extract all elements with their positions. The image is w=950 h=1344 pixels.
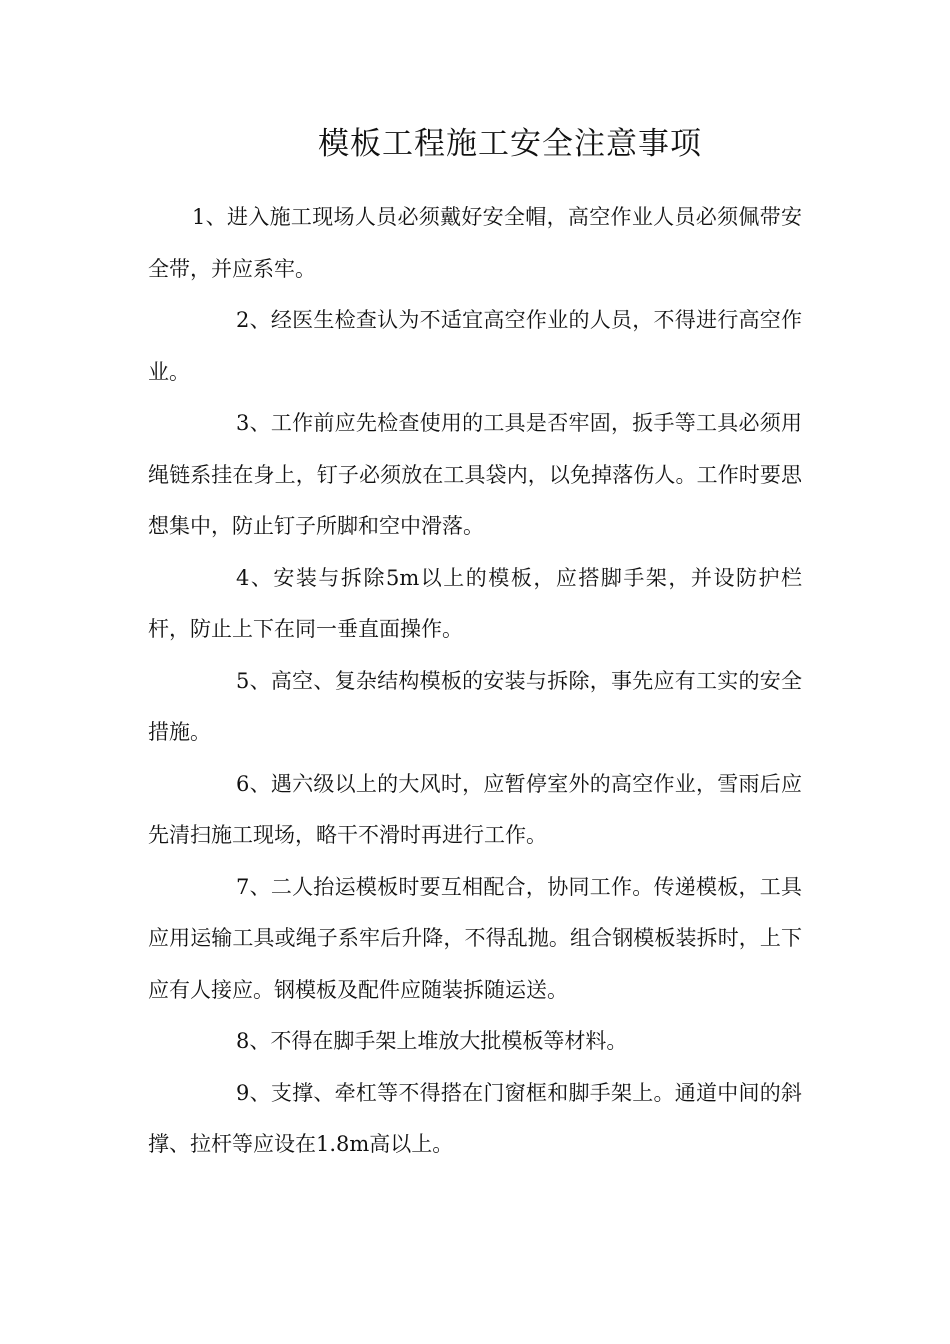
- paragraph-1: 1、进入施工现场人员必须戴好安全帽，高空作业人员必须佩带安全带，并应系牢。: [148, 205, 802, 281]
- paragraph-6: 6、遇六级以上的大风时，应暂停室外的高空作业，雪雨后应先清扫施工现场，略干不滑时再进行工作。: [148, 771, 802, 847]
- document-body: [148, 192, 802, 1171]
- document-title: 模板工程施工安全注意事项: [318, 126, 702, 162]
- paragraph-4: 4、安装与拆除5m以上的模板，应搭脚手架，并设防护栏杆，防止上下在同一垂直面操作。: [148, 565, 802, 641]
- paragraph-9: 9、支撑、牵杠等不得搭在门窗框和脚手架上。通道中间的斜撑、拉杆等应设在1.8m高以上。: [148, 1080, 802, 1156]
- paragraph-8: 8、不得在脚手架上堆放大批模板等材料。: [236, 1029, 628, 1053]
- paragraph-3: 3、工作前应先检查使用的工具是否牢固，扳手等工具必须用绳链系挂在身上，钉子必须放在工具袋内，以免掉落伤人。工作时要思想集中，防止钉子所脚和空中滑落。: [148, 411, 802, 538]
- paragraph-2: 2、经医生检查认为不适宜高空作业的人员，不得进行高空作业。: [148, 308, 802, 384]
- paragraph-5: 5、高空、复杂结构模板的安装与拆除，事先应有工实的安全措施。: [148, 668, 802, 744]
- paragraph-7: 7、二人抬运模板时要互相配合，协同工作。传递模板，工具应用运输工具或绳子系牢后升降，不得乱抛。组合钢模板装拆时，上下应有人接应。钢模板及配件应随装拆随运送。: [148, 874, 802, 1002]
